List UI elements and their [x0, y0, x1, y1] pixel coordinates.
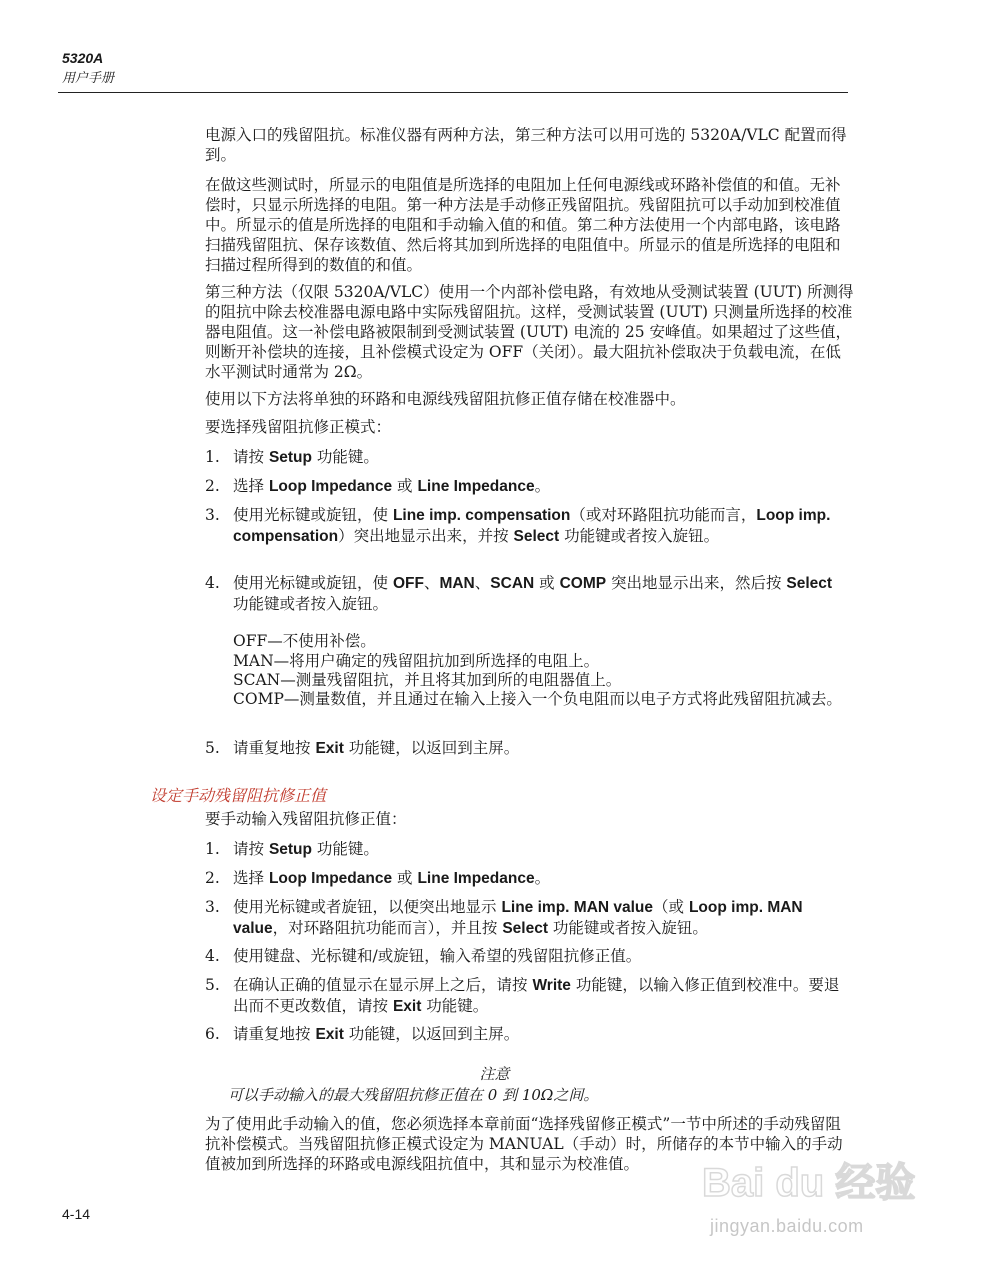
list-number: 1. — [205, 448, 220, 466]
menu-label: Line imp. MAN value — [501, 899, 654, 916]
key-label: Exit — [392, 998, 422, 1015]
mode-description: COMP—测量数值，并且通过在输入上接入一个负电阻而以电子方式将此残留阻抗减去。 — [233, 690, 842, 708]
function-label: Loop Impedance — [268, 478, 393, 495]
menu-label: Loop imp. compensation — [233, 507, 831, 545]
key-label: Select — [502, 920, 548, 937]
paragraph-4: 使用以下方法将单独的环路和电源线残留阻抗修正值存储在校准器中。 — [205, 390, 686, 408]
section-intro: 要手动输入残留阻抗修正值： — [205, 810, 407, 828]
page-number: 4-14 — [62, 1206, 91, 1222]
baidu-watermark — [672, 1152, 972, 1262]
list-number: 3. — [205, 506, 220, 524]
mode-description: OFF—不使用补偿。 — [233, 632, 376, 650]
list-number: 2. — [205, 869, 220, 887]
key-label: Setup — [268, 841, 312, 858]
function-label: Loop Impedance — [268, 870, 393, 887]
key-label: Write — [532, 977, 571, 994]
watermark-brand: Bai du 经验 — [702, 1161, 916, 1205]
function-label: Line Impedance — [417, 478, 535, 495]
function-label: Line Impedance — [417, 870, 535, 887]
mode-description: MAN—将用户确定的残留阻抗加到所选择的电阻上。 — [233, 652, 600, 670]
closing-paragraph: 为了使用此手动输入的值，您必须选择本章前面“选择残留修正模式”一节中所述的手动残留阻抗补偿模式。当残留阻抗修正模式设定为 MANUAL（手动）时，所储存的本节中输入的手动值被加到所选择的环路或电源线阻抗值中，其和显示为校准值。 — [205, 1115, 843, 1173]
list-number: 4. — [205, 574, 220, 592]
watermark-url: jingyan.baidu.com — [710, 1216, 864, 1236]
list-number: 5. — [205, 739, 220, 757]
paragraph-1: 电源入口的残留阻抗。标准仪器有两种方法，第三种方法可以用可选的 5320A/VLC 配置而得到。 — [205, 126, 847, 164]
key-label: Exit — [315, 740, 344, 757]
list-number: 5. — [205, 976, 220, 994]
note-body: 可以手动输入的最大残留阻抗修正值在 0 到 10Ω之间。 — [228, 1086, 599, 1104]
baidu-logo-icon — [672, 1152, 972, 1216]
paragraph-2: 在做这些测试时，所显示的电阻值是所选择的电阻加上任何电源线或环路补偿值的和值。无补偿时，只显示所选择的电阻。第一种方法是手动修正残留阻抗。残留阻抗可以手动加到校准值中。所显示的值是所选择的电阻和手动输入值的和值。第二种方法使用一个内部电路，该电路扫描残留阻抗、保存该数值、然后将其加到所选择的电阻值中。所显示的值是所选择的电阻和扫描过程所得到的数值的和值。 — [205, 176, 841, 274]
header-rule — [58, 92, 848, 93]
menu-label: Loop imp. MAN value — [233, 899, 803, 937]
list-number: 4. — [205, 947, 220, 965]
key-label: Exit — [315, 1026, 344, 1043]
key-label: Select — [513, 528, 560, 545]
key-label: Setup — [268, 449, 312, 466]
manual-model: 5320A — [62, 50, 104, 66]
list-number: 6. — [205, 1025, 220, 1043]
list-number: 2. — [205, 477, 220, 495]
paragraph-3: 第三种方法（仅限 5320A/VLC）使用一个内部补偿电路，有效地从受测试装置 (UUT) 所测得的阻抗中除去校准器电源电路中实际残留阻抗。这样，受测试装置 (UUT) 只测量所选择的校准器电阻值。这一补偿电路被限制到受测试装置 (UUT) 电流的 25 安峰值。如果超过了这些值，则断开补偿块的连接，且补偿模式设定为 OFF（关闭）。最大阻抗补偿取决于负载电流，在低水平测试时通常为 2Ω。 — [205, 283, 854, 381]
paragraph-5: 要选择残留阻抗修正模式： — [205, 418, 392, 436]
mode-description: SCAN—测量残留阻抗，并且将其加到所的电阻器值上。 — [233, 671, 622, 689]
note-title: 注意 — [479, 1065, 510, 1083]
list-number: 3. — [205, 898, 220, 916]
list-number: 1. — [205, 840, 220, 858]
manual-subtitle: 用户手册 — [62, 71, 115, 86]
section-heading: 设定手动残留阻抗修正值 — [150, 786, 327, 805]
menu-label: Line imp. compensation — [392, 507, 571, 524]
